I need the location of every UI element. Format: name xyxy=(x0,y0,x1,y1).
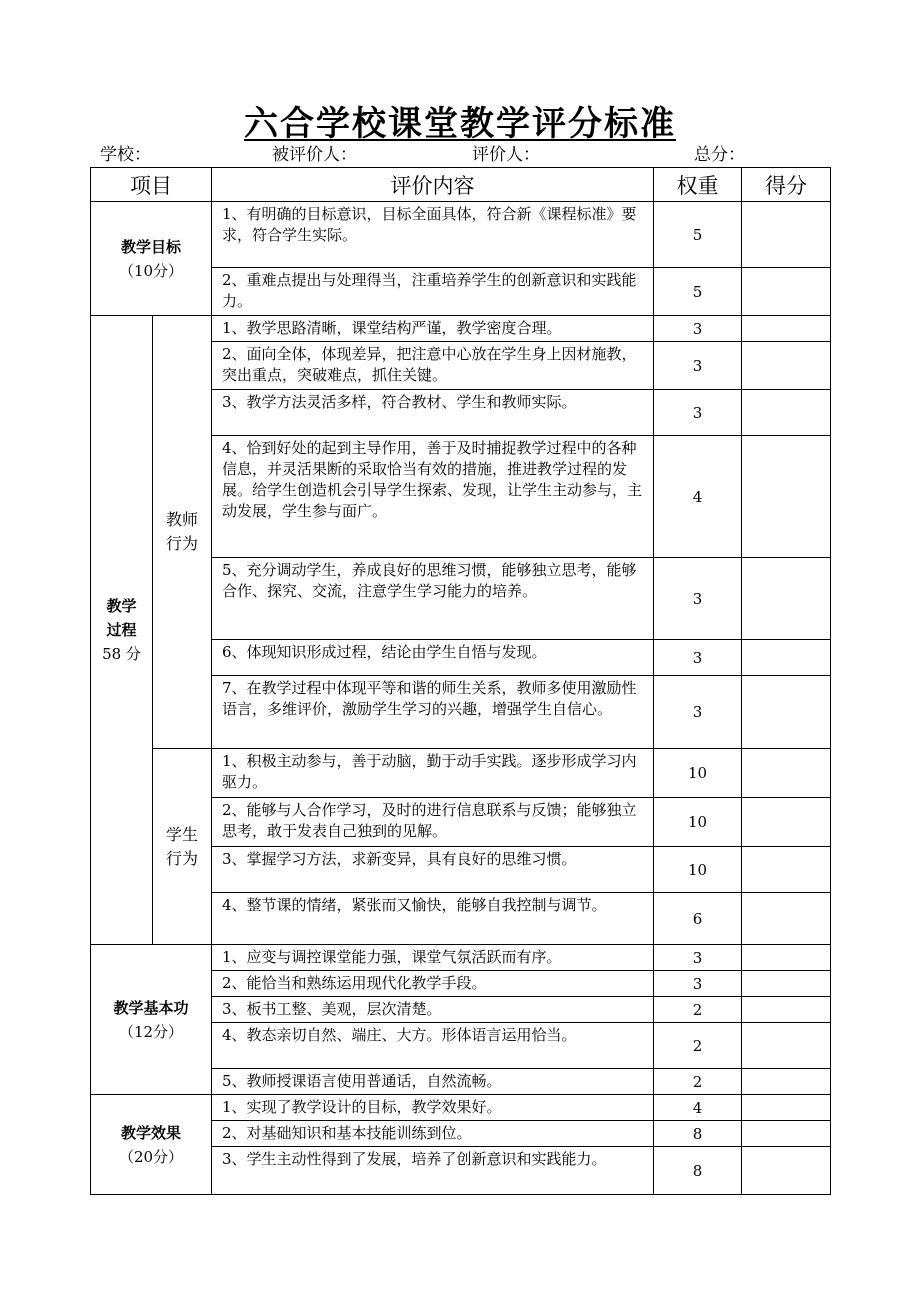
score-cell[interactable] xyxy=(742,1069,831,1095)
subcategory-student-name-2: 行为 xyxy=(165,848,198,868)
criterion-weight: 2 xyxy=(654,997,742,1023)
criterion-weight: 3 xyxy=(654,640,742,676)
criterion-text: 2、对基础知识和基本技能训练到位。 xyxy=(212,1121,654,1147)
subcategory-teacher-name-1: 教师 xyxy=(165,510,198,529)
criterion-weight: 3 xyxy=(654,316,742,342)
criterion-weight: 3 xyxy=(654,945,742,971)
criterion-weight: 4 xyxy=(654,1095,742,1121)
score-cell[interactable] xyxy=(742,1095,831,1121)
score-cell[interactable] xyxy=(742,558,831,640)
subcategory-teacher-name-2: 行为 xyxy=(165,534,198,553)
score-cell[interactable] xyxy=(742,945,831,971)
score-cell[interactable] xyxy=(742,390,831,436)
page-title: 六合学校课堂教学评分标准 xyxy=(244,104,676,144)
category-basic xyxy=(91,945,212,1095)
category-basic-points: （12分） xyxy=(118,1022,184,1041)
header-item: 项目 xyxy=(91,168,212,202)
score-cell[interactable] xyxy=(742,1147,831,1195)
header-weight: 权重 xyxy=(654,168,742,202)
header-score: 得分 xyxy=(742,168,831,202)
criterion-text: 1、教学思路清晰，课堂结构严谨，教学密度合理。 xyxy=(212,316,654,342)
score-cell[interactable] xyxy=(742,316,831,342)
category-effect-points: （20分） xyxy=(118,1147,184,1166)
criterion-weight: 3 xyxy=(654,342,742,390)
category-effect xyxy=(91,1095,212,1195)
table-row xyxy=(91,202,831,268)
category-process-name-1: 教学 xyxy=(106,597,137,615)
criterion-text: 1、实现了教学设计的目标，教学效果好。 xyxy=(212,1095,654,1121)
score-cell[interactable] xyxy=(742,893,831,945)
evaluation-table xyxy=(90,167,831,1195)
criterion-weight: 4 xyxy=(654,436,742,558)
criterion-weight: 6 xyxy=(654,893,742,945)
score-cell[interactable] xyxy=(742,202,831,268)
total-score-label: 总分： xyxy=(694,145,745,165)
criterion-weight: 8 xyxy=(654,1147,742,1195)
score-cell[interactable] xyxy=(742,971,831,997)
criterion-text: 5、教师授课语言使用普通话，自然流畅。 xyxy=(212,1069,654,1095)
category-goal-name: 教学目标 xyxy=(120,237,181,256)
header-content: 评价内容 xyxy=(212,168,654,202)
category-process-name-2: 过程 xyxy=(106,621,137,639)
criterion-text: 2、面向全体，体现差异，把注意中心放在学生身上因材施教，突出重点，突破难点，抓住关键。 xyxy=(212,342,654,390)
score-cell[interactable] xyxy=(742,997,831,1023)
criterion-text: 4、整节课的情绪，紧张而又愉快，能够自我控制与调节。 xyxy=(212,893,654,945)
evaluator-label: 评价人： xyxy=(472,145,540,165)
criterion-weight: 3 xyxy=(654,971,742,997)
table-row xyxy=(91,945,831,971)
criterion-text: 6、体现知识形成过程，结论由学生自悟与发现。 xyxy=(212,640,654,676)
header-row xyxy=(91,168,831,202)
criterion-weight: 10 xyxy=(654,847,742,893)
score-cell[interactable] xyxy=(742,798,831,847)
table-row xyxy=(91,1095,831,1121)
criterion-text: 2、能恰当和熟练运用现代化教学手段。 xyxy=(212,971,654,997)
criterion-weight: 5 xyxy=(654,268,742,316)
category-process xyxy=(91,316,153,945)
score-cell[interactable] xyxy=(742,1023,831,1069)
category-goal xyxy=(91,202,212,316)
criterion-text: 1、应变与调控课堂能力强，课堂气氛活跃而有序。 xyxy=(212,945,654,971)
criterion-text: 4、恰到好处的起到主导作用，善于及时捕捉教学过程中的各种信息，并灵活果断的采取恰当有效的措施，推进教学过程的发展。给学生创造机会引导学生探索、发现，让学生主动参与，主动发展，学生参与面广。 xyxy=(212,436,654,558)
evaluatee-label: 被评价人： xyxy=(272,145,357,165)
criterion-weight: 3 xyxy=(654,390,742,436)
criterion-text: 3、掌握学习方法，求新变异，具有良好的思维习惯。 xyxy=(212,847,654,893)
criterion-text: 7、在教学过程中体现平等和谐的师生关系，教师多使用激励性语言，多维评价，激励学生学习的兴趣，增强学生自信心。 xyxy=(212,676,654,749)
category-process-points: 58 分 xyxy=(102,645,141,663)
criterion-text: 3、学生主动性得到了发展，培养了创新意识和实践能力。 xyxy=(212,1147,654,1195)
criterion-text: 1、有明确的目标意识，目标全面具体，符合新《课程标准》要求，符合学生实际。 xyxy=(212,202,654,268)
criterion-weight: 10 xyxy=(654,749,742,798)
table-row xyxy=(91,316,831,342)
score-cell[interactable] xyxy=(742,676,831,749)
score-cell[interactable] xyxy=(742,847,831,893)
category-goal-points: （10分） xyxy=(118,261,184,280)
criterion-weight: 3 xyxy=(654,676,742,749)
criterion-text: 1、积极主动参与，善于动脑，勤于动手实践。逐步形成学习内驱力。 xyxy=(212,749,654,798)
category-effect-name: 教学效果 xyxy=(120,1123,181,1142)
criterion-weight: 3 xyxy=(654,558,742,640)
category-basic-name: 教学基本功 xyxy=(113,998,189,1017)
score-cell[interactable] xyxy=(742,640,831,676)
criterion-text: 3、教学方法灵活多样，符合教材、学生和教师实际。 xyxy=(212,390,654,436)
criterion-text: 2、重难点提出与处理得当，注重培养学生的创新意识和实践能力。 xyxy=(212,268,654,316)
score-cell[interactable] xyxy=(742,268,831,316)
subcategory-student-name-1: 学生 xyxy=(165,824,198,844)
criterion-weight: 8 xyxy=(654,1121,742,1147)
score-cell[interactable] xyxy=(742,1121,831,1147)
criterion-text: 3、板书工整、美观，层次清楚。 xyxy=(212,997,654,1023)
school-label: 学校： xyxy=(100,145,151,165)
subcategory-student xyxy=(153,749,212,945)
criterion-weight: 2 xyxy=(654,1023,742,1069)
criterion-text: 4、教态亲切自然、端庄、大方。形体语言运用恰当。 xyxy=(212,1023,654,1069)
criterion-weight: 10 xyxy=(654,798,742,847)
criterion-text: 5、充分调动学生，养成良好的思维习惯，能够独立思考，能够合作、探究、交流，注意学生学习能力的培养。 xyxy=(212,558,654,640)
criterion-weight: 2 xyxy=(654,1069,742,1095)
criterion-text: 2、能够与人合作学习，及时的进行信息联系与反馈；能够独立思考，敢于发表自己独到的见解。 xyxy=(212,798,654,847)
subcategory-teacher xyxy=(153,316,212,749)
score-cell[interactable] xyxy=(742,436,831,558)
table-row xyxy=(91,749,831,798)
criterion-weight: 5 xyxy=(654,202,742,268)
score-cell[interactable] xyxy=(742,749,831,798)
score-cell[interactable] xyxy=(742,342,831,390)
